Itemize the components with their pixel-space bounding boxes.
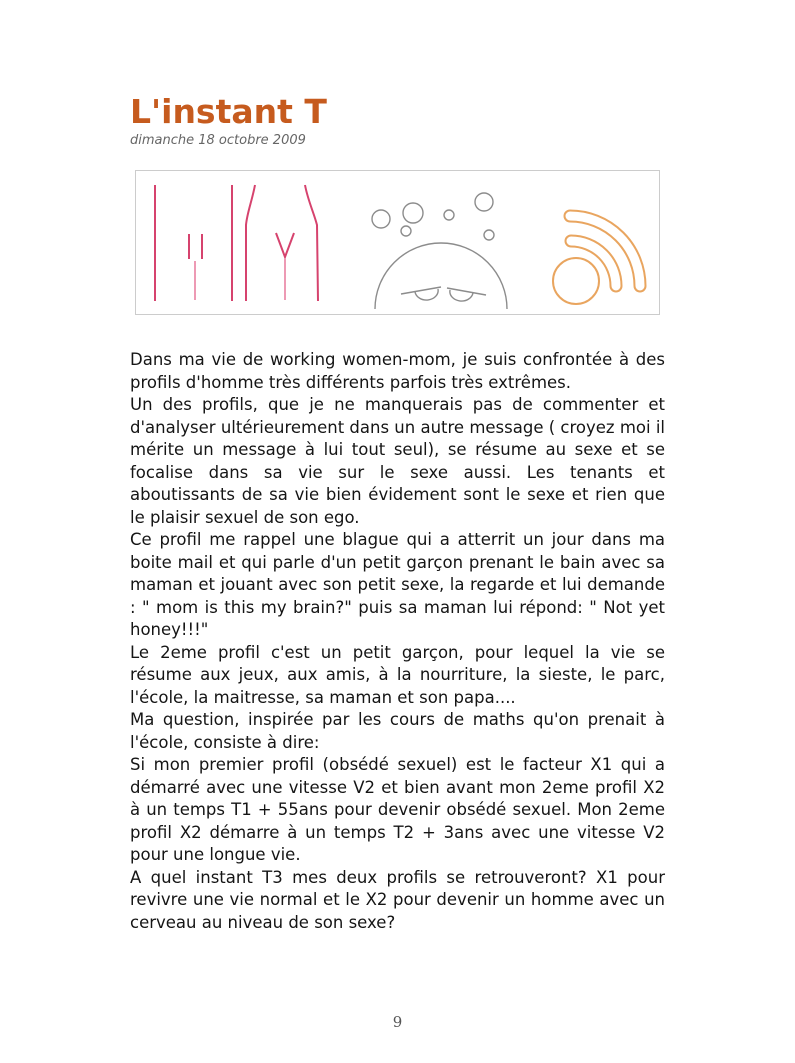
- paragraph: Ma question, inspirée par les cours de maths qu'on prenait à l'école, consiste à dire:: [130, 710, 665, 752]
- paragraph: Dans ma vie de working women-mom, je suis confrontée à des profils d'homme très différents parfois très extrêmes.: [130, 350, 665, 392]
- paragraph: Le 2eme profil c'est un petit garçon, pour lequel la vie se résume aux jeux, aux amis, à la nourriture, la sieste, le parc, l'école, la maitresse, sa maman et son papa....: [130, 642, 665, 707]
- paragraph: A quel instant T3 mes deux profils se retrouveront? X1 pour revivre une vie normal et le X2 pour devenir un homme avec un cerveau au niveau de son sexe?: [130, 867, 665, 932]
- rss-icon: [553, 216, 640, 304]
- paragraph: Un des profils, que je ne manquerais pas de commenter et d'analyser ultérieurement dans un autre message ( croyez moi il mérite un message à lui tout seul), se résume au sexe et se focalise dans sa vie sur le sexe aussi. Les tenants et aboutissants de sa vie bien évidement sont le sexe et rien que le plaisir sexuel de son ego.: [130, 395, 665, 527]
- paragraph: Ce profil me rappel une blague qui a atterrit un jour dans ma boite mail et qui parle d'un petit garçon prenant le bain avec sa maman et jouant avec son petit sexe, la regarde et lui demande : " mom is this my brain?" puis sa maman lui répond: " Not yet honey!!!": [130, 530, 665, 640]
- figure-lines-icon: [155, 185, 318, 301]
- page-title: L'instant T: [130, 92, 327, 131]
- post-date: dimanche 18 octobre 2009: [130, 133, 306, 149]
- figure-lines-light-icon: [195, 258, 285, 300]
- banner-illustration: [138, 173, 657, 312]
- post-banner-image: [135, 170, 660, 315]
- page-number: 9: [392, 1013, 403, 1031]
- post-body: [130, 349, 665, 934]
- paragraph: Si mon premier profil (obsédé sexuel) est le facteur X1 qui a démarré avec une vitesse V2 et bien avant mon 2eme profil X2 à un temps T1 + 55ans pour devenir obsédé sexuel. Mon 2eme profil X2 démarre à un temps T2 + 3ans avec une vitesse V2 pour une longue vie.: [130, 755, 665, 865]
- sleepy-face-icon: [372, 193, 507, 309]
- post-content: [130, 94, 665, 934]
